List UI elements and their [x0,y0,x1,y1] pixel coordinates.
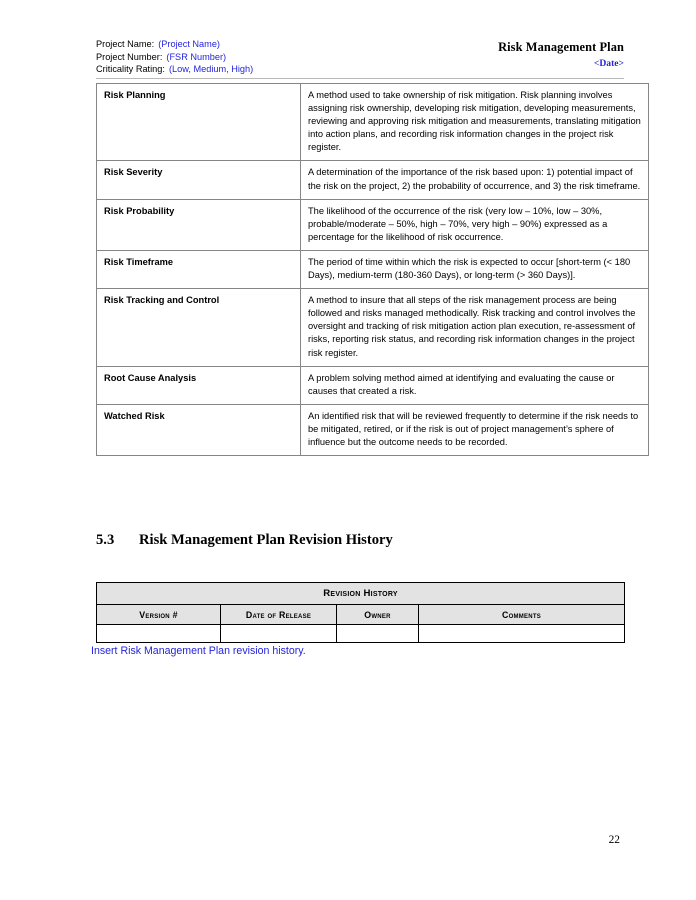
header-field-project-number-value: (FSR Number) [166,51,227,62]
document-header [96,38,624,76]
glossary-definition: A problem solving method aimed at identifying and evaluating the cause or causes that created a risk. [301,366,649,404]
header-field-project-name-label: Project Name: [96,39,155,49]
column-header-version: Version # [97,605,221,625]
header-divider [96,78,624,79]
header-field-criticality-rating [96,63,253,76]
revision-history-column-header-row [97,605,625,625]
cell-comments[interactable] [419,625,625,643]
glossary-term: Watched Risk [97,404,301,455]
revision-history-table [96,582,625,643]
table-row [97,250,649,288]
page-number: 22 [608,834,620,846]
document-title: Risk Management Plan [498,40,624,54]
header-field-project-name [96,38,253,51]
cell-owner[interactable] [337,625,419,643]
glossary-term: Root Cause Analysis [97,366,301,404]
header-field-criticality-rating-value: (Low, Medium, High) [168,64,254,75]
section-number: 5.3 [96,532,115,548]
glossary-term: Risk Severity [97,161,301,199]
table-row [97,366,649,404]
header-project-fields [96,38,253,76]
revision-history-head [97,583,625,625]
header-field-project-number [96,51,253,64]
glossary-term: Risk Tracking and Control [97,289,301,366]
section-heading [96,532,393,549]
page-title: Risk Management Plan Revision History [139,532,393,548]
header-document-title-block [498,40,624,69]
glossary-term: Risk Probability [97,199,301,250]
column-header-owner: Owner [337,605,419,625]
header-field-project-name-value: (Project Name) [158,39,220,49]
glossary-term: Risk Planning [97,84,301,161]
glossary-definition: The likelihood of the occurrence of the risk (very low – 10%, low – 30%, probable/moderate – 50%, high – 70%, very high – 90%) expressed as a percentage for the likelihood of risk occurrence. [301,199,649,250]
table-row [97,289,649,366]
column-header-date-of-release: Date of Release [221,605,337,625]
glossary-term: Risk Timeframe [97,250,301,288]
table-row [97,161,649,199]
glossary-definition: A method to insure that all steps of the risk management process are being followed and risks managed methodically. Risk tracking and control involves the oversight and tracking of risk mitigation action plan execution, re-assessment of risks, reporting risk status, and recording risk information changes in the project risk register. [301,289,649,366]
glossary-definition: A determination of the importance of the risk based upon: 1) potential impact of the risk on the project, 2) the probability of occurrence, and 3) the risk timeframe. [301,161,649,199]
revision-history-title-row [97,583,625,605]
cell-date-of-release[interactable] [221,625,337,643]
cell-version[interactable] [97,625,221,643]
revision-history-body [97,625,625,643]
table-row [97,404,649,455]
glossary-definition: An identified risk that will be reviewed frequently to determine if the risk needs to be mitigated, retired, or if the risk is out of project management’s sphere of influence but the outcome needs to be recorded. [301,404,649,455]
document-date-placeholder: <Date> [593,58,624,69]
table-row [97,199,649,250]
glossary-definition: The period of time within which the risk is expected to occur [short-term (< 180 Days), medium-term (180-360 Days), or long-term (> 360 Days)]. [301,250,649,288]
header-field-criticality-rating-label: Criticality Rating: [96,64,165,75]
table-row [97,84,649,161]
risk-glossary-body [97,84,649,456]
glossary-definition: A method used to take ownership of risk mitigation. Risk planning involves assigning risk ownership, developing risk mitigation, developing measurements, reviewing and approving risk mitigation and measurements, translating mitigation into action plans, and recording risk information changes in the project risk register. [301,84,649,161]
header-field-project-number-label: Project Number: [96,51,163,62]
table-row [97,625,625,643]
column-header-comments: Comments [419,605,625,625]
instruction-text: Insert Risk Management Plan revision history. [91,645,306,657]
risk-glossary-table [96,83,649,456]
revision-history-title: Revision History [97,583,625,605]
